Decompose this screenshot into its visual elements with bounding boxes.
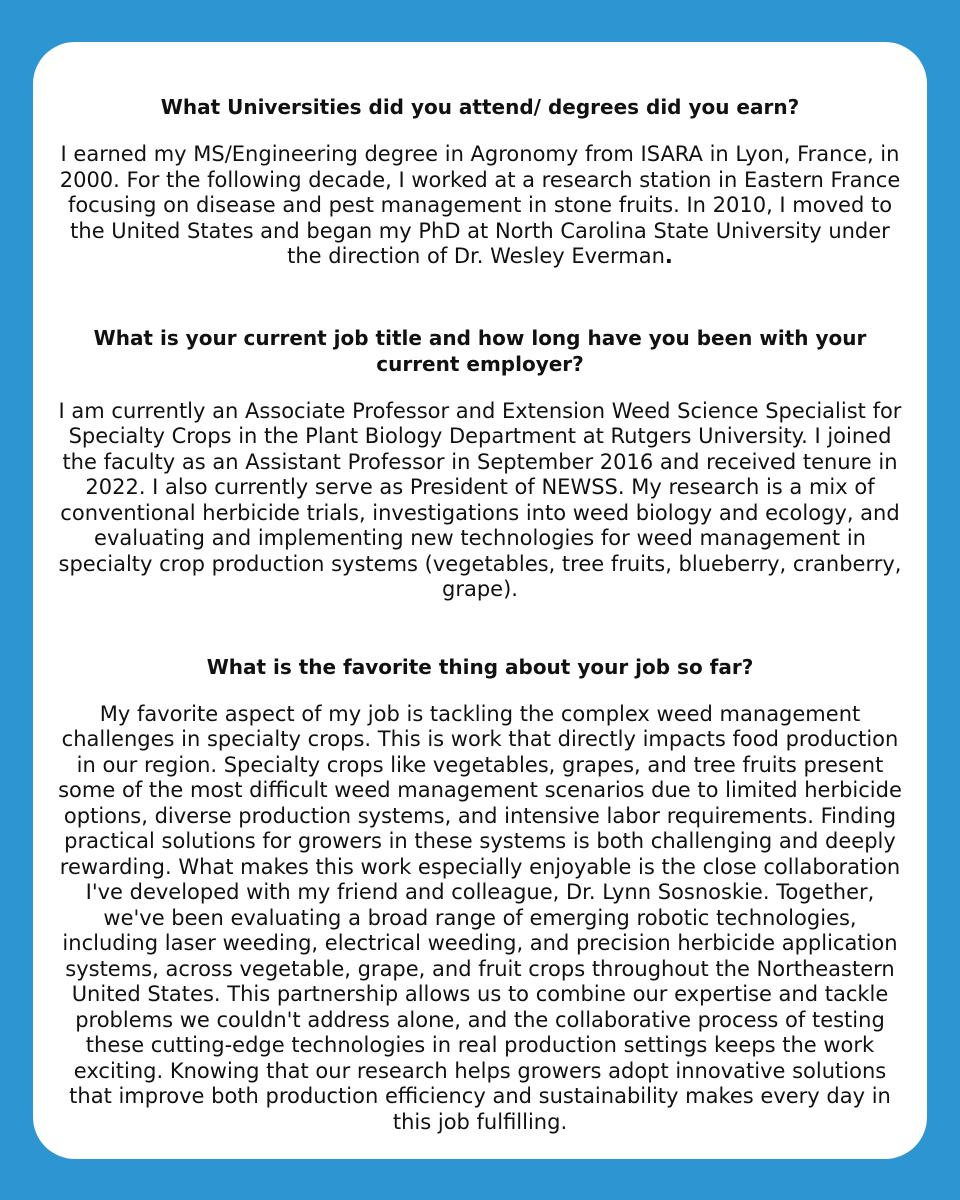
qa-section-education xyxy=(53,94,907,270)
question-heading: What Universities did you attend/ degrees did you earn? xyxy=(160,95,800,119)
qa-section-job-title xyxy=(53,325,907,603)
answer-paragraph xyxy=(53,142,907,270)
qa-section-favorite-thing xyxy=(53,654,907,1136)
answer-end-mark: . xyxy=(664,244,673,268)
content-card xyxy=(33,42,927,1159)
answer-paragraph: My favorite aspect of my job is tackling the complex weed management challenges in specialty crops. This is work that directly impacts food production in our region. Specialty crops like vegetables, grapes, and tree fruits present some of the most difficult weed management scenarios due to limited herbicide options, diverse production systems, and intensive labor requirements. Finding practical solutions for growers in these systems is both challenging and deeply rewarding. What makes this work especially enjoyable is the close collaboration I've developed with my friend and colleague, Dr. Lynn Sosnoskie. Together, we've been evaluating a broad range of emerging robotic technologies, including laser weeding, electrical weeding, and precision herbicide application systems, across vegetable, grape, and fruit crops throughout the Northeastern United States. This partnership allows us to combine our expertise and tackle problems we couldn't address alone, and the collaborative process of testing these cutting-edge technologies in real production settings keeps the work exciting. Knowing that our research helps growers adopt innovative solutions that improve both production efficiency and sustainability makes every day in this job fulfilling. xyxy=(58,701,902,1134)
question-heading: What is the favorite thing about your job so far? xyxy=(206,654,754,679)
answer-text: I earned my MS/Engineering degree in Agronomy from ISARA in Lyon, France, in 2000. For the following decade, I worked at a research station in Eastern France focusing on disease and pest management in stone fruits. In 2010, I moved to the United States and began my PhD at North Carolina State University under the direction of Dr. Wesley Everman xyxy=(59,142,901,268)
question-heading: What is your current job title and how long have you been with your current employer? xyxy=(93,325,867,376)
answer-paragraph: I am currently an Associate Professor and Extension Weed Science Specialist for Specialty Crops in the Plant Biology Department at Rutgers University. I joined the faculty as an Assistant Professor in September 2016 and received tenure in 2022. I also currently serve as President of NEWSS. My research is a mix of conventional herbicide trials, investigations into weed biology and ecology, and evaluating and implementing new technologies for weed management in specialty crop production systems (vegetables, tree fruits, blueberry, cranberry, grape). xyxy=(58,398,902,601)
